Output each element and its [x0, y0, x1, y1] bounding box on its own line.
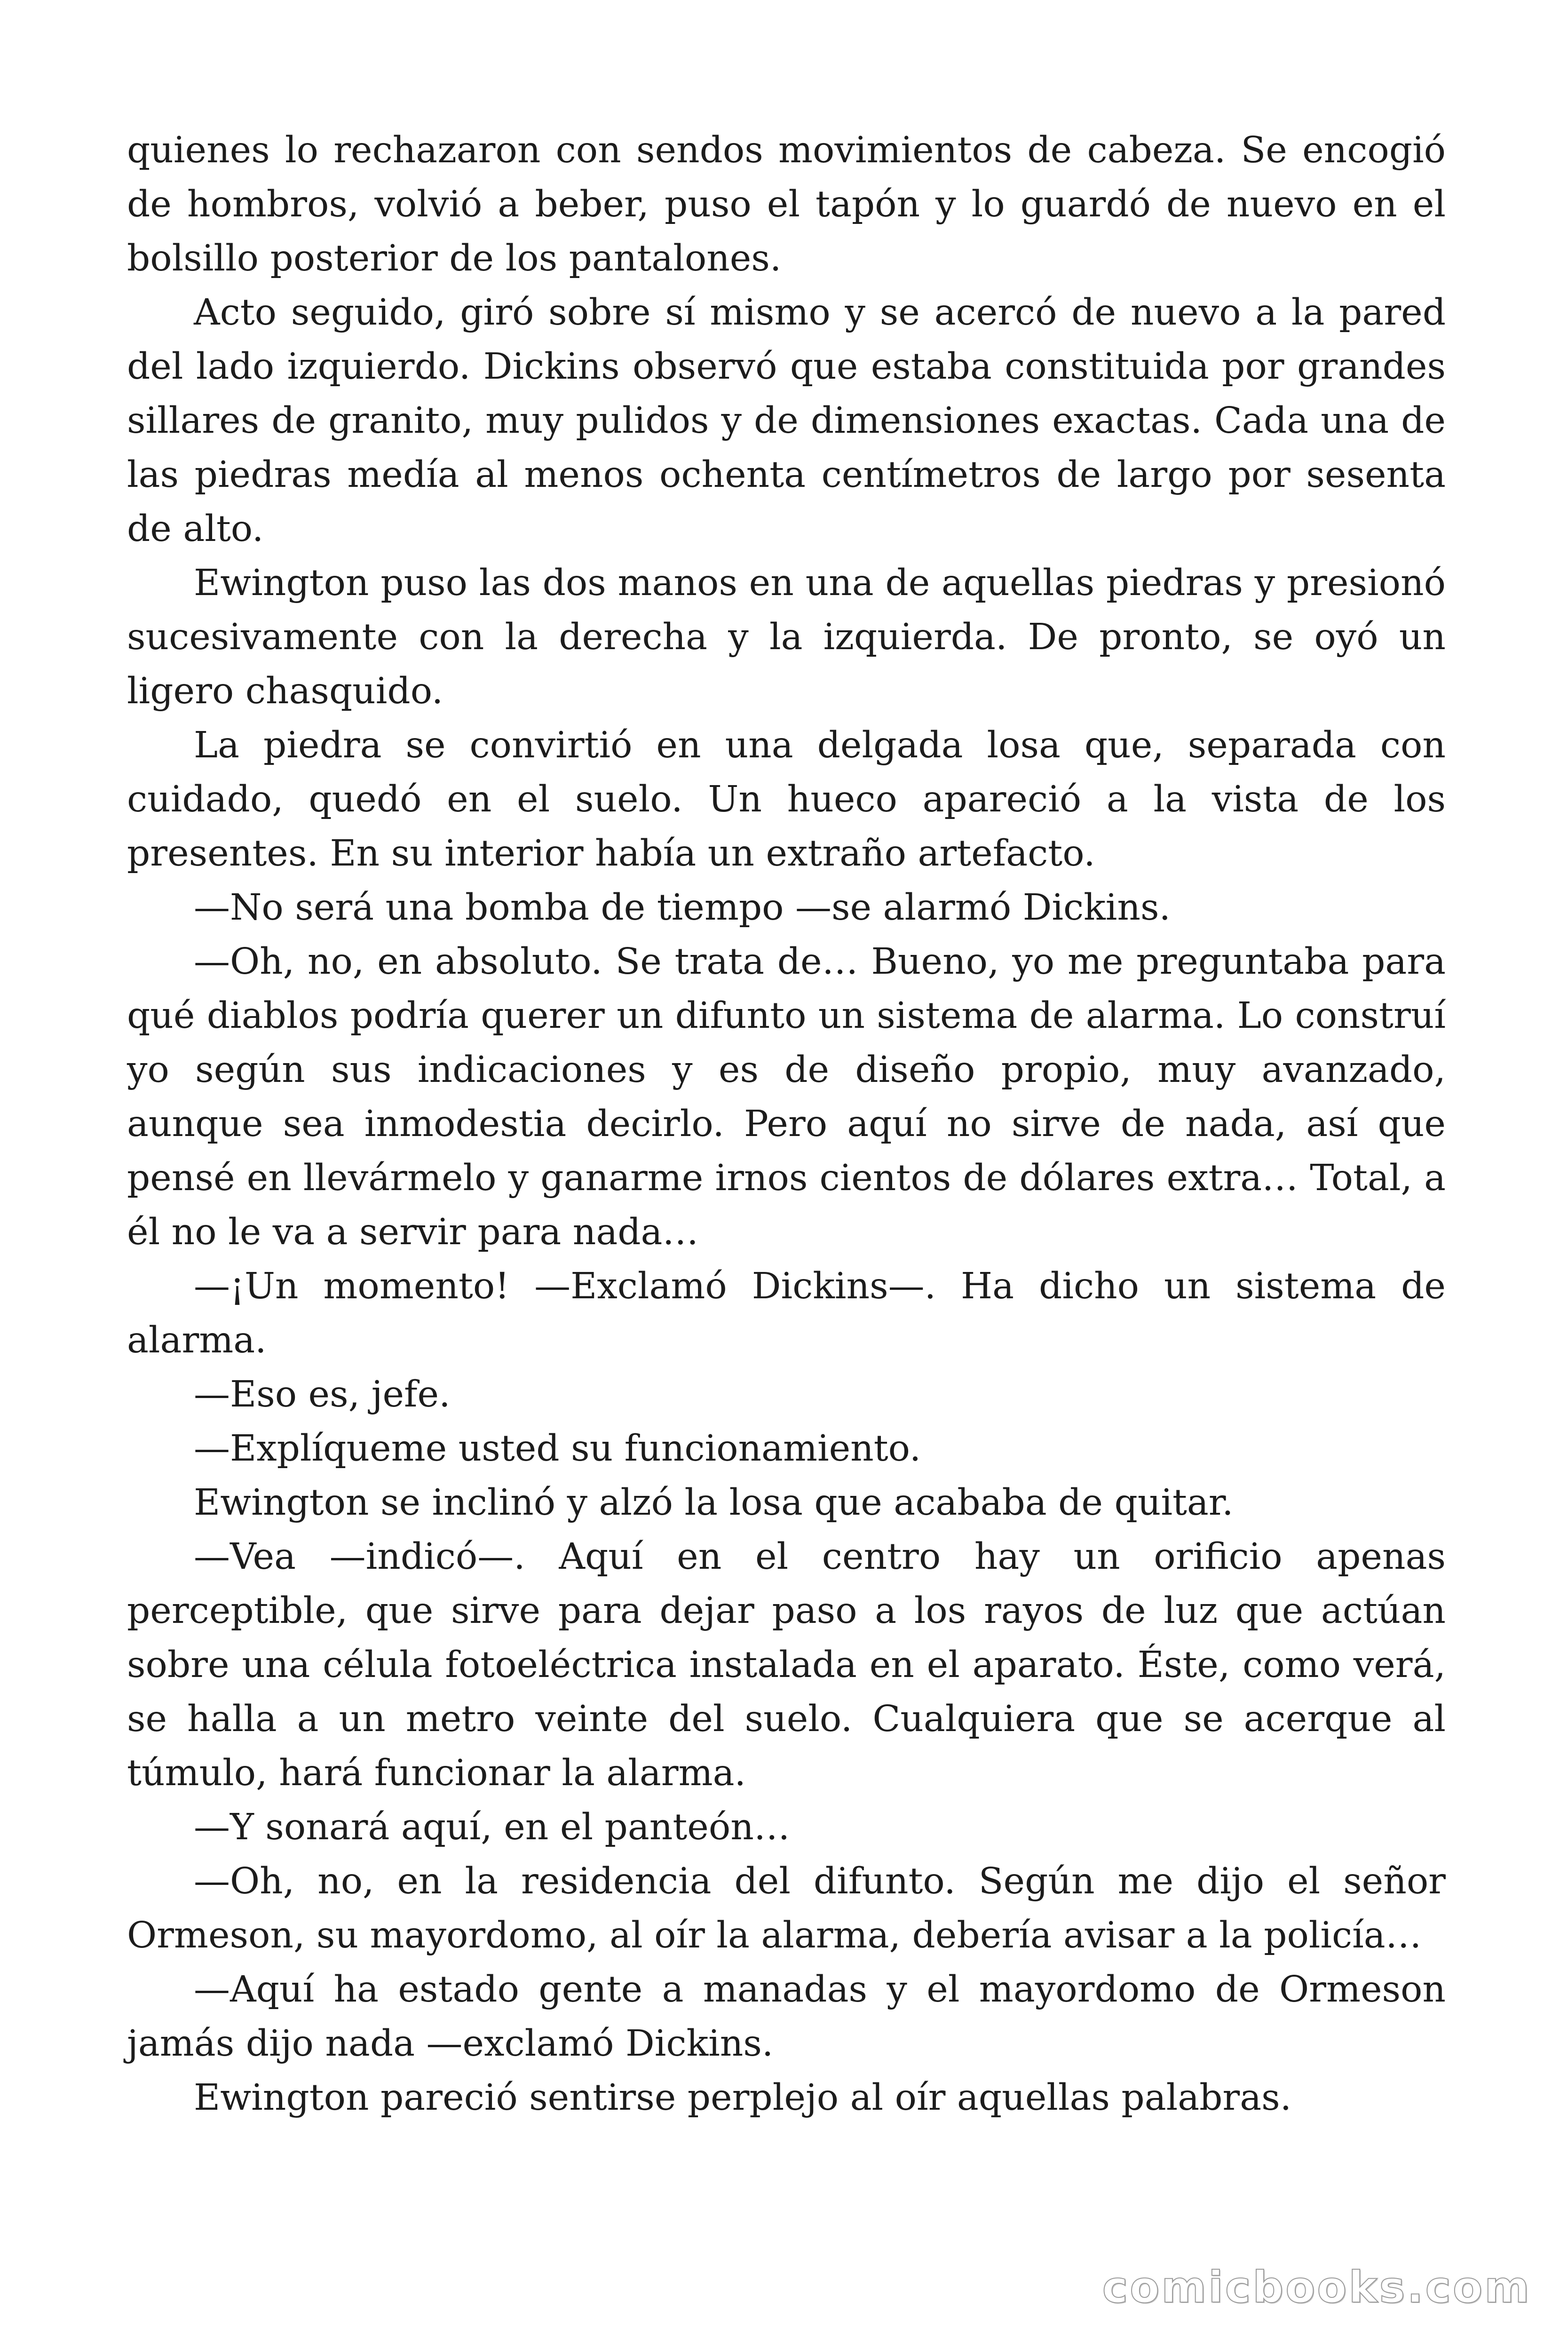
paragraph: —Eso es, jefe. — [194, 1374, 451, 1415]
paragraph: Ewington puso las dos manos en una de aquellas piedras y presionó sucesivamente con la derecha y la izquierda. De pronto, se oyó un ligero chasquido. — [127, 562, 1446, 712]
paragraph: Ewington se inclinó y alzó la losa que acababa de quitar. — [194, 1482, 1234, 1524]
paragraph: —No será una bomba de tiempo —se alarmó Dickins. — [194, 887, 1171, 929]
paragraph: —Oh, no, en la residencia del difunto. Según me dijo el señor Ormeson, su mayordomo, al oír la alarma, debería avisar a la policía… — [127, 1860, 1446, 1956]
paragraph: —Y sonará aquí, en el panteón… — [194, 1806, 790, 1848]
paragraph: —Vea —indicó—. Aquí en el centro hay un orificio apenas perceptible, que sirve para dejar paso a los rayos de luz que actúan sobre una célula fotoeléctrica instalada en el aparato. Éste, como verá, se halla a un metro veinte del suelo. Cualquiera que se acerque al túmulo, hará funcionar la alarma. — [127, 1536, 1446, 1794]
book-page-text — [127, 123, 1446, 2125]
paragraph: —Oh, no, en absoluto. Se trata de… Bueno, yo me preguntaba para qué diablos podría querer un difunto un sistema de alarma. Lo construí yo según sus indicaciones y es de diseño propio, muy avanzado, aunque sea inmodestia decirlo. Pero aquí no sirve de nada, así que pensé en llevármelo y ganarme irnos cientos de dólares extra… Total, a él no le va a servir para nada… — [127, 941, 1446, 1253]
paragraph: Acto seguido, giró sobre sí mismo y se acercó de nuevo a la pared del lado izquierdo. Dickins observó que estaba constituida por grandes sillares de granito, muy pulidos y de dimensiones exactas. Cada una de las piedras medía al menos ochenta centímetros de largo por sesenta de alto. — [127, 292, 1446, 550]
watermark: comicbooks.com — [1102, 2262, 1531, 2312]
paragraph: Ewington pareció sentirse perplejo al oír aquellas palabras. — [194, 2077, 1292, 2119]
paragraph: —¡Un momento! —Exclamó Dickins—. Ha dicho un sistema de alarma. — [127, 1265, 1446, 1361]
paragraph: La piedra se convirtió en una delgada losa que, separada con cuidado, quedó en el suelo. Un hueco apareció a la vista de los presentes. En su interior había un extraño artefacto. — [127, 724, 1446, 874]
paragraph: quienes lo rechazaron con sendos movimientos de cabeza. Se encogió de hombros, volvió a beber, puso el tapón y lo guardó de nuevo en el bolsillo posterior de los pantalones. — [127, 129, 1446, 279]
paragraph: —Aquí ha estado gente a manadas y el mayordomo de Ormeson jamás dijo nada —exclamó Dickins. — [127, 1969, 1446, 2065]
paragraph: —Explíqueme usted su funcionamiento. — [194, 1428, 921, 1470]
